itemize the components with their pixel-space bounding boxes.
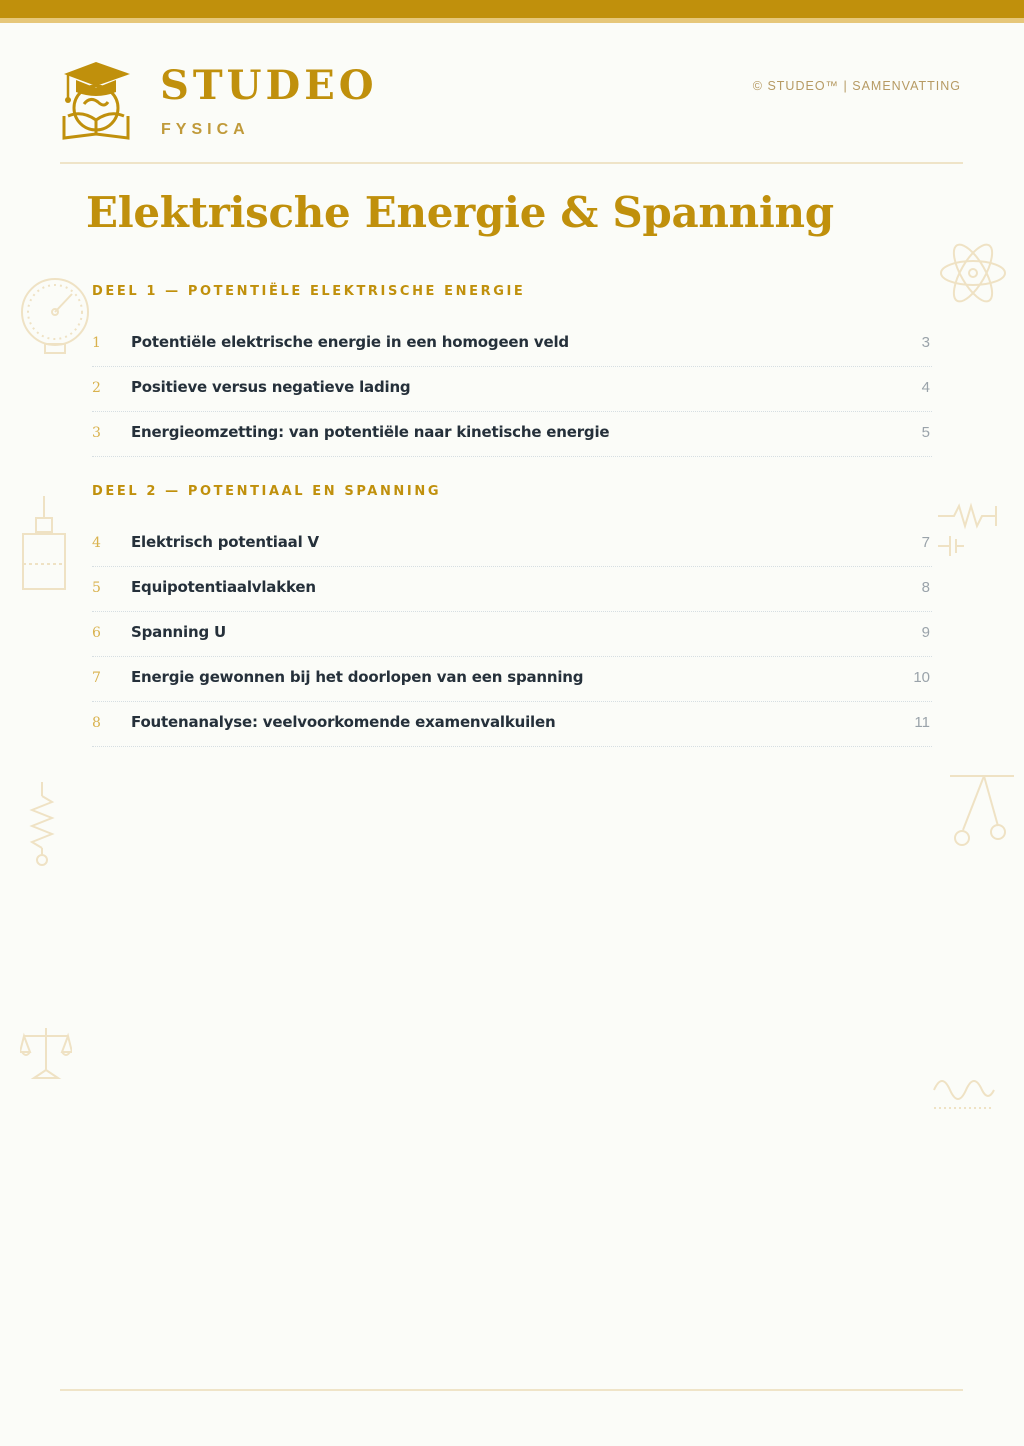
toc-number: 1 xyxy=(92,335,101,351)
resistor-icon xyxy=(28,780,58,868)
studeo-logo-icon xyxy=(58,58,138,144)
toc-row[interactable] xyxy=(92,412,932,457)
toc-row[interactable] xyxy=(92,657,932,702)
toc-label[interactable]: Equipotentiaalvlakken xyxy=(131,578,316,596)
atom-icon xyxy=(938,240,1008,306)
gauge-icon xyxy=(18,276,92,356)
brand-name: STUDEO xyxy=(160,62,378,109)
pendulum-icon xyxy=(948,772,1016,852)
toc-label[interactable]: Spanning U xyxy=(131,623,226,641)
battery-icon xyxy=(20,494,68,592)
toc-row[interactable] xyxy=(92,322,932,367)
toc-page-number: 10 xyxy=(913,669,930,686)
balance-scale-icon xyxy=(20,1026,72,1082)
section-heading: DEEL 2 — POTENTIAAL EN SPANNING xyxy=(92,484,442,499)
toc-label[interactable]: Energie gewonnen bij het doorlopen van een spanning xyxy=(131,668,584,686)
toc-number: 7 xyxy=(92,670,101,686)
top-accent-bar xyxy=(0,0,1024,18)
copyright-text: © STUDEO™ | SAMENVATTING xyxy=(752,79,961,93)
toc-label[interactable]: Elektrisch potentiaal V xyxy=(131,533,319,551)
toc-number: 8 xyxy=(92,715,101,731)
resistor-capacitor-icon xyxy=(934,496,1000,560)
toc-row[interactable] xyxy=(92,612,932,657)
toc-number: 3 xyxy=(92,425,101,441)
toc-row[interactable] xyxy=(92,702,932,747)
toc-page-number: 5 xyxy=(921,424,930,441)
header-divider xyxy=(60,162,963,164)
footer-divider xyxy=(60,1389,963,1391)
subject-label: FYSICA xyxy=(161,121,250,138)
section-heading: DEEL 1 — POTENTIËLE ELEKTRISCHE ENERGIE xyxy=(92,284,526,299)
toc-row[interactable] xyxy=(92,367,932,412)
page-title: Elektrische Energie & Spanning xyxy=(86,188,834,237)
toc-number: 4 xyxy=(92,535,101,551)
toc-label[interactable]: Foutenanalyse: veelvoorkomende examenvalkuilen xyxy=(131,713,556,731)
toc-number: 5 xyxy=(92,580,101,596)
toc-page-number: 11 xyxy=(914,714,930,731)
toc-page-number: 4 xyxy=(921,379,930,396)
toc-row[interactable] xyxy=(92,567,932,612)
toc-section-1 xyxy=(92,285,932,457)
toc-page-number: 7 xyxy=(921,534,930,551)
toc-number: 6 xyxy=(92,625,101,641)
toc-label[interactable]: Potentiële elektrische energie in een homogeen veld xyxy=(131,333,569,351)
toc-page-number: 9 xyxy=(921,624,930,641)
wave-icon xyxy=(932,1070,996,1112)
toc-section-2 xyxy=(92,485,932,747)
toc-label[interactable]: Energieomzetting: van potentiële naar kinetische energie xyxy=(131,423,610,441)
toc-label[interactable]: Positieve versus negatieve lading xyxy=(131,378,411,396)
toc-row[interactable] xyxy=(92,522,932,567)
top-accent-bar-light xyxy=(0,18,1024,23)
toc-page-number: 3 xyxy=(921,334,930,351)
toc-number: 2 xyxy=(92,380,101,396)
toc-page-number: 8 xyxy=(921,579,930,596)
